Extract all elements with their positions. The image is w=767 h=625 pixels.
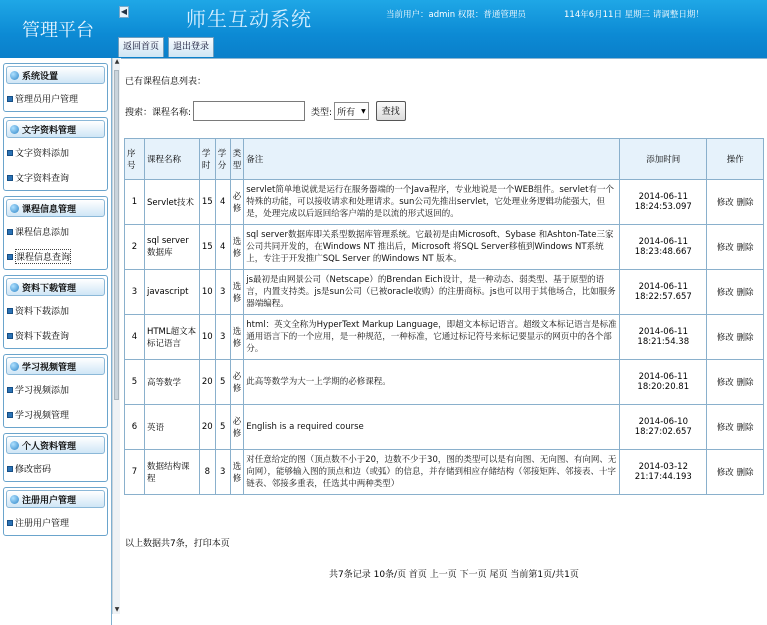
bullet-icon xyxy=(7,520,13,526)
group-bullet-icon xyxy=(10,362,19,371)
sidebar-group-course xyxy=(3,196,108,270)
added-clock: 18:22:57.657 xyxy=(634,292,692,302)
course-type: 选修 xyxy=(230,450,244,495)
logout-link[interactable]: 退出登录 xyxy=(168,37,214,57)
course-name: HTML超文本标记语言 xyxy=(144,315,199,360)
bullet-icon xyxy=(7,229,13,235)
row-actions xyxy=(707,270,764,315)
course-note: js最初是由网景公司（Netscape）的Brendan Eich设计，是一种动态、弱类型、基于原型的语言，内置支持类。js是sun公司（已被oracle收购）的注册商标。js也可以用于其他场合，比如服务器端编程。 xyxy=(244,270,620,315)
course-credit: 3 xyxy=(215,315,230,360)
sidebar-item-change-password[interactable]: 修改密码 xyxy=(4,456,107,481)
summary-text: 以上数据共7条，打印本页 xyxy=(125,539,230,549)
added-clock: 18:24:53.097 xyxy=(634,202,692,212)
bullet-icon xyxy=(7,150,13,156)
sidebar-item-text-add[interactable]: 文字资料添加 xyxy=(4,140,107,165)
brand-logo xyxy=(0,0,116,58)
sidebar-group-system xyxy=(3,63,108,112)
row-number: 7 xyxy=(125,450,145,495)
added-clock: 18:23:48.667 xyxy=(634,247,692,257)
table-row xyxy=(125,315,764,360)
delete-link[interactable]: 删除 xyxy=(736,333,754,343)
course-note: servlet简单地说就是运行在服务器端的一个Java程序，专业地说是一个WEB组件。servlet有一个特殊的功能，可以接收请求和处理请求。sun公司先推出servlet，它处理业务逻辑功能强大，但是，处理完成以后返回给客户端的是以流的形式返回的。 xyxy=(244,180,620,225)
sidebar-group-title[interactable]: 课程信息管理 xyxy=(6,199,105,217)
edit-link[interactable]: 修改 xyxy=(716,378,734,388)
course-type: 必修 xyxy=(230,180,244,225)
sidebar-group-register xyxy=(3,487,108,536)
home-link[interactable]: 返回首页 xyxy=(118,37,164,57)
course-type: 必修 xyxy=(230,360,244,405)
edit-link[interactable]: 修改 xyxy=(716,423,734,433)
row-number: 4 xyxy=(125,315,145,360)
course-credit: 3 xyxy=(215,450,230,495)
course-note: sql server数据库即关系型数据库管理系统。它最初是由Microsoft、Sybase 和Ashton-Tate三家公司共同开发的，在Windows NT 推出后，Microsoft 将SQL Server移植到Windows NT系统上，专注于开发推广SQL Server 的Windows NT 版本。 xyxy=(244,225,620,270)
current-user-info: 当前用户：admin 权限：普通管理员 xyxy=(386,10,526,20)
course-type: 必修 xyxy=(230,405,244,450)
course-hours: 15 xyxy=(199,180,215,225)
added-date: 2014-06-11 xyxy=(638,282,688,292)
added-clock: 21:17:44.193 xyxy=(634,472,692,482)
course-credit: 4 xyxy=(215,225,230,270)
course-name: 英语 xyxy=(144,405,199,450)
added-date: 2014-06-11 xyxy=(638,237,688,247)
added-clock: 18:21:54.38 xyxy=(637,337,690,347)
course-credit: 5 xyxy=(215,360,230,405)
course-hours: 8 xyxy=(199,450,215,495)
bullet-icon xyxy=(7,96,13,102)
added-time xyxy=(620,270,707,315)
bullet-icon xyxy=(7,254,13,260)
row-actions xyxy=(707,180,764,225)
top-nav xyxy=(118,37,214,57)
added-date: 2014-06-11 xyxy=(638,372,688,382)
type-label: 类型: xyxy=(311,107,333,118)
sidebar-item-course-add[interactable]: 课程信息添加 xyxy=(4,219,107,244)
edit-link[interactable]: 修改 xyxy=(716,243,734,253)
course-hours: 20 xyxy=(199,405,215,450)
col-header: 课程名称 xyxy=(144,139,199,180)
sidebar-group-profile xyxy=(3,433,108,482)
added-time xyxy=(620,225,707,270)
edit-link[interactable]: 修改 xyxy=(716,333,734,343)
bullet-icon xyxy=(7,333,13,339)
collapse-sidebar-icon[interactable]: ◀ xyxy=(120,7,128,16)
bullet-icon xyxy=(7,412,13,418)
added-clock: 18:20:20.81 xyxy=(637,382,690,392)
row-number: 1 xyxy=(125,180,145,225)
col-header: 学分 xyxy=(215,139,230,180)
delete-link[interactable]: 删除 xyxy=(736,288,754,298)
added-date: 2014-03-12 xyxy=(638,462,688,472)
table-header-row xyxy=(125,139,764,180)
table-row xyxy=(125,270,764,315)
course-name: 高等数学 xyxy=(144,360,199,405)
added-date: 2014-06-11 xyxy=(638,192,688,202)
added-time xyxy=(620,315,707,360)
delete-link[interactable]: 删除 xyxy=(736,198,754,208)
course-note: English is a required course xyxy=(244,405,620,450)
row-number: 5 xyxy=(125,360,145,405)
course-hours: 15 xyxy=(199,225,215,270)
course-name: javascript xyxy=(144,270,199,315)
added-clock: 18:27:02.657 xyxy=(634,427,692,437)
added-time xyxy=(620,360,707,405)
search-bar xyxy=(125,100,406,122)
course-credit: 5 xyxy=(215,405,230,450)
added-time xyxy=(620,180,707,225)
col-header: 序号 xyxy=(125,139,145,180)
col-header: 备注 xyxy=(244,139,620,180)
sidebar-item-text-query[interactable]: 文字资料查询 xyxy=(4,165,107,190)
added-time xyxy=(620,405,707,450)
course-table xyxy=(124,138,764,495)
course-name-input[interactable] xyxy=(193,101,305,121)
date-info: 114年6月11日 星期三 请调整日期！ xyxy=(564,10,704,20)
scroll-down-icon[interactable]: ▼ xyxy=(114,606,120,613)
edit-link[interactable]: 修改 xyxy=(716,288,734,298)
main-content xyxy=(121,58,767,625)
table-row xyxy=(125,225,764,270)
sidebar-group-title[interactable]: 文字资料管理 xyxy=(6,120,105,138)
sidebar-item-registered-users[interactable]: 注册用户管理 xyxy=(4,510,107,535)
group-bullet-icon xyxy=(10,125,19,134)
search-button[interactable]: 查找 xyxy=(376,101,406,121)
added-date: 2014-06-11 xyxy=(638,327,688,337)
row-number: 2 xyxy=(125,225,145,270)
course-name: 数据结构课程 xyxy=(144,450,199,495)
table-row xyxy=(125,450,764,495)
scroll-up-icon[interactable]: ▲ xyxy=(114,58,120,65)
delete-link[interactable]: 删除 xyxy=(736,378,754,388)
brand-title: 管理平台 xyxy=(22,20,94,41)
table-row xyxy=(125,180,764,225)
row-actions xyxy=(707,360,764,405)
group-bullet-icon xyxy=(10,204,19,213)
row-actions xyxy=(707,315,764,360)
delete-link[interactable]: 删除 xyxy=(736,468,754,478)
course-type: 选修 xyxy=(230,315,244,360)
sidebar-group-title[interactable]: 个人资料管理 xyxy=(6,436,105,454)
course-type: 选修 xyxy=(230,270,244,315)
added-date: 2014-06-10 xyxy=(638,417,688,427)
course-name: sql server数据库 xyxy=(144,225,199,270)
group-bullet-icon xyxy=(10,71,19,80)
row-actions xyxy=(707,450,764,495)
course-type: 选修 xyxy=(230,225,244,270)
type-select[interactable]: 所有 ▼ xyxy=(334,102,369,120)
row-actions xyxy=(707,405,764,450)
row-number: 6 xyxy=(125,405,145,450)
sidebar xyxy=(0,58,112,625)
chevron-down-icon: ▼ xyxy=(361,107,366,115)
top-header xyxy=(0,0,767,58)
sidebar-item-admin-users[interactable]: 管理员用户管理 xyxy=(4,86,107,111)
bullet-icon xyxy=(7,466,13,472)
course-hours: 20 xyxy=(199,360,215,405)
edit-link[interactable]: 修改 xyxy=(716,468,734,478)
list-title: 已有课程信息列表： xyxy=(125,77,207,87)
course-credit: 4 xyxy=(215,180,230,225)
col-header: 类型 xyxy=(230,139,244,180)
scroll-thumb[interactable] xyxy=(114,70,119,400)
added-time xyxy=(620,450,707,495)
edit-link[interactable]: 修改 xyxy=(716,198,734,208)
course-hours: 10 xyxy=(199,270,215,315)
group-bullet-icon xyxy=(10,283,19,292)
sidebar-group-title[interactable]: 注册用户管理 xyxy=(6,490,105,508)
bullet-icon xyxy=(7,387,13,393)
bullet-icon xyxy=(7,175,13,181)
group-bullet-icon xyxy=(10,441,19,450)
delete-link[interactable]: 删除 xyxy=(736,243,754,253)
row-number: 3 xyxy=(125,270,145,315)
course-name: Servlet技术 xyxy=(144,180,199,225)
sidebar-group-download xyxy=(3,275,108,349)
course-note: html：英文全称为HyperText Markup Language，即超文本标记语言。超级文本标记语言是标准通用语言下的一个应用，是一种规范，一种标准，它通过标记符号来标记要显示的网页中的各个部分。 xyxy=(244,315,620,360)
col-header: 添加时间 xyxy=(620,139,707,180)
sidebar-group-text xyxy=(3,117,108,191)
delete-link[interactable]: 删除 xyxy=(736,423,754,433)
sidebar-item-course-query[interactable]: 课程信息查询 xyxy=(4,244,107,269)
col-header: 学时 xyxy=(199,139,215,180)
sidebar-group-title[interactable]: 资料下载管理 xyxy=(6,278,105,296)
sidebar-item-video-add[interactable]: 学习视频添加 xyxy=(4,377,107,402)
course-hours: 10 xyxy=(199,315,215,360)
group-bullet-icon xyxy=(10,495,19,504)
col-header: 操作 xyxy=(707,139,764,180)
course-credit: 3 xyxy=(215,270,230,315)
search-label: 搜索：课程名称: xyxy=(125,107,192,118)
bullet-icon xyxy=(7,308,13,314)
course-note: 对任意给定的图（顶点数不小于20，边数不少于30，图的类型可以是有向图、无向图、有向网、无向网），能够输入图的顶点和边（或弧）的信息，并存储到相应存储结构（邻接矩阵、邻接表、十字链表、邻接多重表，任选其中两种类型） xyxy=(244,450,620,495)
table-row xyxy=(125,405,764,450)
pagination[interactable]: 共7条记录 10条/页 首页 上一页 下一页 尾页 当前第1页/共1页 xyxy=(329,570,579,580)
course-note: 此高等数学为大一上学期的必修课程。 xyxy=(244,360,620,405)
sidebar-item-download-query[interactable]: 资料下载查询 xyxy=(4,323,107,348)
sidebar-scrollbar[interactable] xyxy=(112,58,120,614)
table-row xyxy=(125,360,764,405)
sidebar-item-download-add[interactable]: 资料下载添加 xyxy=(4,298,107,323)
sidebar-group-title[interactable]: 学习视频管理 xyxy=(6,357,105,375)
system-name: 师生互动系统 xyxy=(186,7,312,31)
sidebar-group-title[interactable]: 系统设置 xyxy=(6,66,105,84)
sidebar-group-video xyxy=(3,354,108,428)
sidebar-item-video-manage[interactable]: 学习视频管理 xyxy=(4,402,107,427)
row-actions xyxy=(707,225,764,270)
